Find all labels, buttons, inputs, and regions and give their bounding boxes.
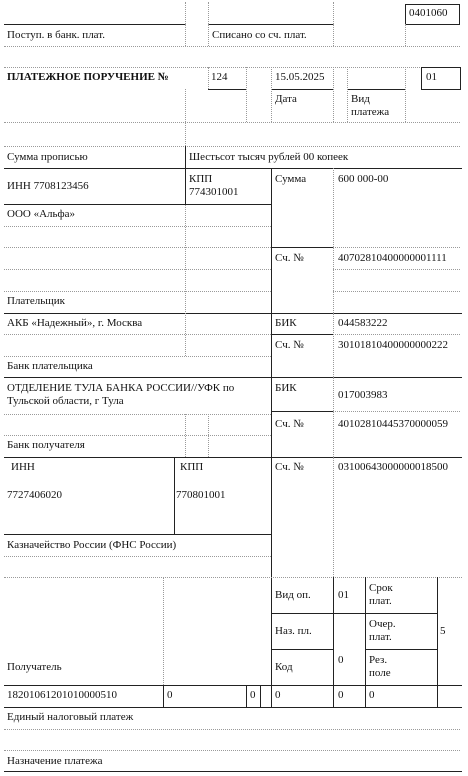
recipient-bank-bik-value: 017003983: [338, 389, 388, 401]
order-number: 124: [211, 71, 228, 83]
payment-order-value: 5: [440, 625, 446, 637]
order-date: 15.05.2025: [275, 71, 325, 83]
payer-bank-name: АКБ «Надежный», г. Москва: [7, 317, 143, 329]
recipient-account-value: 03100643000000018500: [338, 461, 448, 473]
operation-type-value: 01: [338, 589, 349, 601]
recipient-bank-bik-label: БИК: [275, 382, 297, 394]
date-label: Дата: [275, 93, 297, 105]
tax-kbk: 18201061201010000510: [7, 689, 117, 701]
payment-purpose-text: Единый налоговый платеж: [7, 711, 134, 723]
tax-basis: 0: [250, 689, 256, 701]
reserve-field-label: Рез. поле: [369, 654, 391, 679]
recipient-name: Казначейство России (ФНС России): [7, 539, 177, 551]
payer-label: Плательщик: [7, 295, 65, 307]
recipient-bank-label: Банк получателя: [7, 439, 85, 451]
code-label: Код: [275, 661, 293, 673]
recipient-account-label: Сч. №: [275, 461, 304, 473]
payment-term-label: Срок плат.: [369, 582, 393, 607]
payer-bank-account-label: Сч. №: [275, 339, 304, 351]
tax-doc-date: 0: [369, 689, 375, 701]
payment-type-label: Вид платежа: [351, 93, 390, 118]
payer-name: ООО «Альфа»: [7, 208, 76, 220]
recipient-bank-name: ОТДЕЛЕНИЕ ТУЛА БАНКА РОССИИ//УФК по Тульской области, г Тула: [7, 382, 235, 407]
sum-label: Сумма: [275, 173, 307, 185]
document-title: ПЛАТЕЖНОЕ ПОРУЧЕНИЕ №: [7, 71, 169, 83]
payer-bank-account-value: 30101810400000000222: [338, 339, 448, 351]
recipient-kpp-value: 770801001: [176, 489, 226, 501]
recipient-bank-account-label: Сч. №: [275, 418, 304, 430]
recipient-kpp-label: КПП: [180, 461, 204, 473]
amount-in-words-value: Шестьсот тысяч рублей 00 копеек: [189, 151, 349, 163]
payment-purpose-label-bottom: Назначение платежа: [7, 755, 103, 767]
payer-bank-bik-value: 044583222: [338, 317, 388, 329]
operation-type-label: Вид оп.: [275, 589, 311, 601]
tax-doc-number: 0: [338, 689, 344, 701]
form-code: 0401060: [409, 7, 448, 19]
received-in-bank-label: Поступ. в банк. плат.: [7, 29, 106, 41]
status-code: 01: [426, 71, 437, 83]
debited-from-account-label: Списано со сч. плат.: [212, 29, 307, 41]
payer-account-label: Сч. №: [275, 252, 304, 264]
recipient-inn-value: 7727406020: [7, 489, 62, 501]
recipient-inn-label: ИНН: [11, 461, 35, 473]
payment-purpose-label: Наз. пл.: [275, 625, 312, 637]
payer-account-value: 40702810400000001111: [338, 252, 447, 264]
tax-oktmo: 0: [167, 689, 173, 701]
payer-kpp-label: КПП: [189, 173, 213, 185]
payer-bank-bik-label: БИК: [275, 317, 297, 329]
payer-inn: ИНН 7708123456: [7, 180, 89, 192]
tax-period: 0: [275, 689, 281, 701]
amount-in-words-label: Сумма прописью: [7, 151, 88, 163]
payer-bank-label: Банк плательщика: [7, 360, 93, 372]
payer-kpp-value: 774301001: [189, 186, 239, 198]
recipient-bank-account-value: 40102810445370000059: [338, 418, 448, 430]
payment-order-label: Очер. плат.: [369, 618, 396, 643]
sum-value: 600 000-00: [338, 173, 389, 185]
code-value: 0: [338, 654, 344, 666]
recipient-label: Получатель: [7, 661, 62, 673]
